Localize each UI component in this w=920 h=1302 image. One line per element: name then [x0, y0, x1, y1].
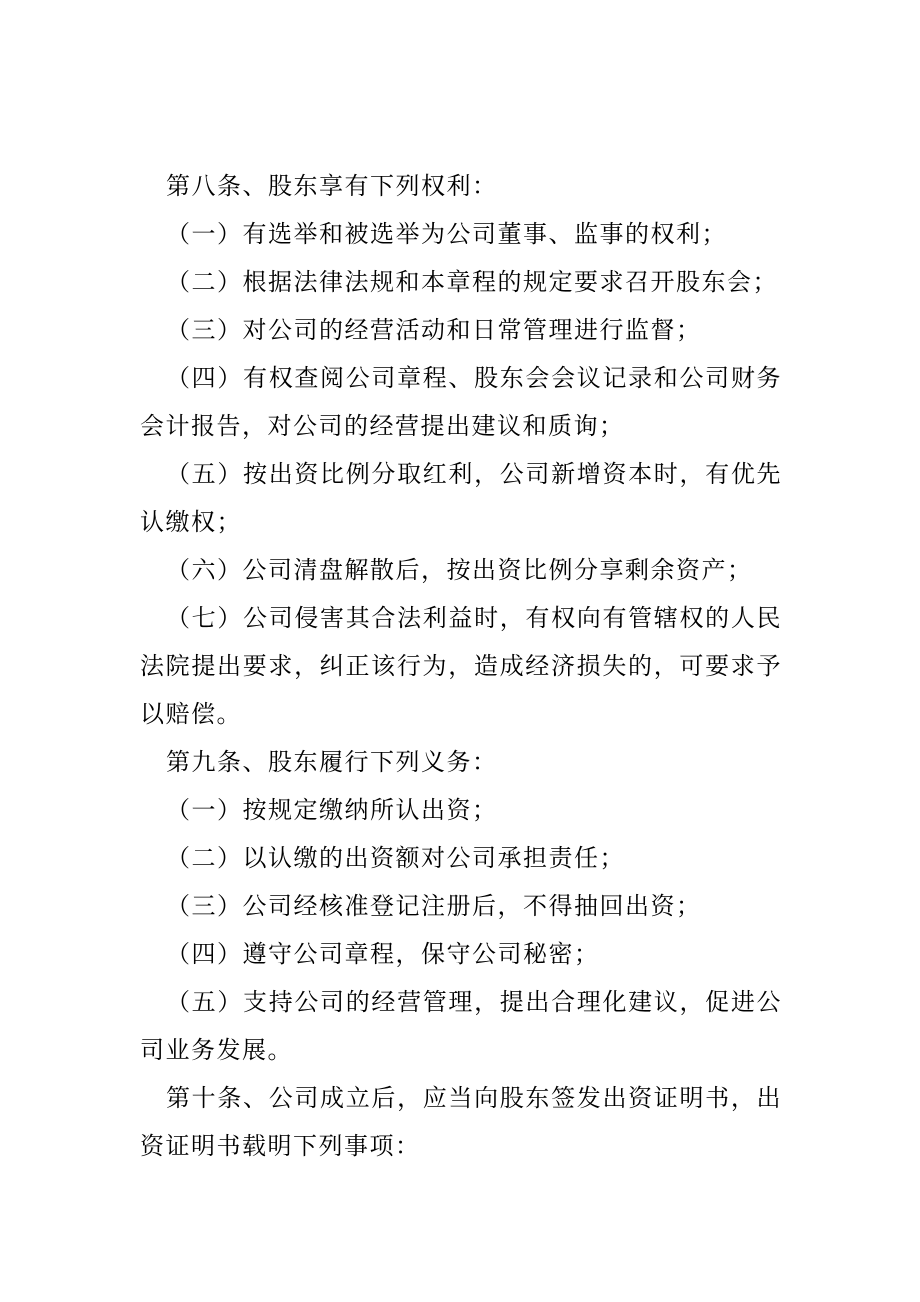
article-8-heading: 第八条、股东享有下列权利： [166, 172, 498, 200]
article-8-item-2: （二）根据法律法规和本章程的规定要求召开股东会； [166, 268, 778, 296]
article-9-item-4: （四）遵守公司章程，保守公司秘密； [166, 940, 600, 968]
article-10-heading: 第十条、公司成立后，应当向股东签发出资证明书，出资证明书载明下列事项： [140, 1084, 782, 1160]
article-8-item-4: （四）有权查阅公司章程、股东会会议记录和公司财务会计报告，对公司的经营提出建议和质询； [140, 364, 782, 440]
article-8-item-1: （一）有选举和被选举为公司董事、监事的权利； [166, 220, 727, 248]
article-9-item-2: （二）以认缴的出资额对公司承担责任； [166, 844, 625, 872]
article-8-item-3: （三）对公司的经营活动和日常管理进行监督； [166, 316, 702, 344]
document-body [140, 162, 782, 1170]
article-9-heading: 第九条、股东履行下列义务： [166, 748, 498, 776]
article-9-item-5: （五）支持公司的经营管理，提出合理化建议，促进公司业务发展。 [140, 988, 782, 1064]
article-8-item-6: （六）公司清盘解散后，按出资比例分享剩余资产； [166, 556, 753, 584]
article-8-item-7: （七）公司侵害其合法利益时，有权向有管辖权的人民法院提出要求，纠正该行为，造成经济损失的，可要求予以赔偿。 [140, 604, 782, 728]
article-8-item-5: （五）按出资比例分取红利，公司新增资本时，有优先认缴权； [140, 460, 782, 536]
article-9-item-3: （三）公司经核准登记注册后，不得抽回出资； [166, 892, 702, 920]
article-9-item-1: （一）按规定缴纳所认出资； [166, 796, 498, 824]
